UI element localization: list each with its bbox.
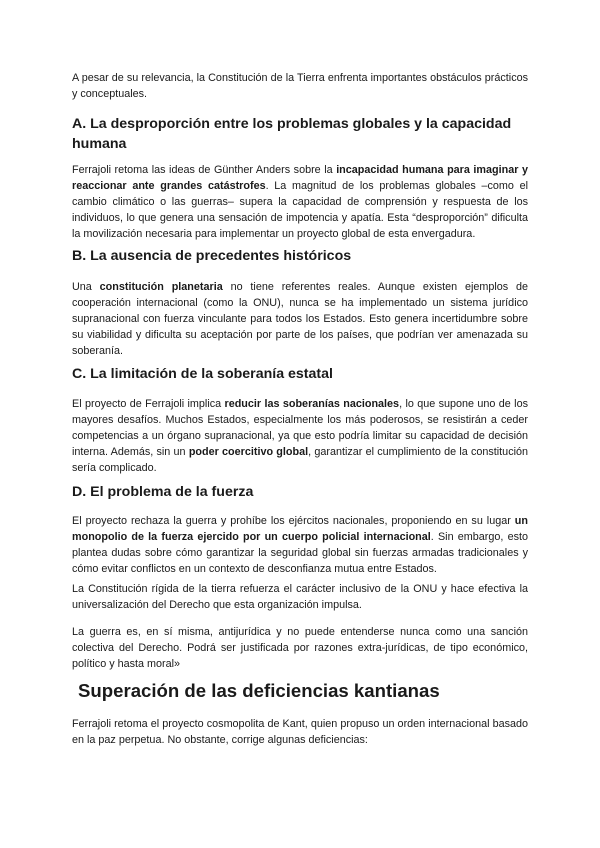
section-c-emphasis-2: poder coercitivo global [188, 446, 309, 459]
section-d-heading: D. El problema de la fuerza [72, 484, 254, 500]
section-c-paragraph: El proyecto de Ferrajoli implica reducir las soberanías nacionales, lo que supone uno de los mayores desafíos. Muchos Estados, especialmente los más poderosos, se resistirán a ceder competencias a un órgano supranacional, ya que esto podría limitar su capacidad de decisión interna. Además, sin un poder coercitivo global, garantizar el cumplimiento de la constitución sería complicado. [72, 398, 528, 475]
section-d-paragraph-2: La Constitución rígida de la tierra refuerza el carácter inclusivo de la ONU y hace efectiva la universalización del Derecho que esta organización impulsa. [72, 583, 528, 612]
section-b-emphasis: constitución planetaria [99, 281, 223, 293]
kant-paragraph: Ferrajoli retoma el proyecto cosmopolita de Kant, quien propuso un orden internacional basado en la paz perpetua. No obstante, corrige algunas deficiencias: [72, 718, 528, 747]
section-c-emphasis-1: reducir las soberanías nacionales [224, 398, 400, 410]
section-d-emphasis: un monopolio de la fuerza ejercido por un cuerpo policial internacional [72, 515, 528, 544]
section-a-paragraph: Ferrajoli retoma las ideas de Günther Anders sobre la incapacidad humana para imaginar y reaccionar ante grandes catástrofes. La magnitud de los problemas globales –como el cambio climático o las guerras– supera la capacidad de comprensión y respuesta de los individuos, lo que genera una sensación de impotencia y apatía. Esta “desproporción” dificulta la movilización necesaria para implementar un proyecto global de esta envergadura. [72, 164, 528, 241]
intro-paragraph: A pesar de su relevancia, la Constitución de la Tierra enfrenta importantes obstáculos prácticos y conceptuales. [72, 72, 528, 101]
section-b-heading: B. La ausencia de precedentes históricos [72, 248, 352, 264]
section-b-paragraph: Una constitución planetaria no tiene referentes reales. Aunque existen ejemplos de cooperación internacional (como la ONU), nunca se ha implementado un sistema jurídico supranacional con fuerza vinculante para todos los Estados. Esto genera incertidumbre sobre su viabilidad y dificulta su aceptación por parte de los países, que podrían ver amenazada su soberanía. [72, 281, 529, 358]
section-c-heading: C. La limitación de la soberanía estatal [72, 366, 333, 382]
section-a-emphasis: incapacidad humana para imaginar y reaccionar ante grandes catástrofes [72, 164, 528, 193]
section-a-heading: A. La desproporción entre los problemas globales y la capacidad humana [72, 116, 512, 152]
section-d-paragraph-3: La guerra es, en sí misma, antijurídica y no puede entenderse nunca como una sanción colectiva del Derecho. Podrá ser justificada por razones extra-jurídicas, de tipo económico, político y hasta moral» [72, 626, 528, 671]
section-d-paragraph-1: El proyecto rechaza la guerra y prohíbe los ejércitos nacionales, proponiendo en su lugar un monopolio de la fuerza ejercido por un cuerpo policial internacional. Sin embargo, esto plantea dudas sobre cómo garantizar la seguridad global sin fuerzas armadas tradicionales y cómo evitar conflictos en un contexto de desconfianza mutua entre Estados. [72, 515, 529, 576]
kant-section-title: Superación de las deficiencias kantianas [78, 680, 440, 701]
